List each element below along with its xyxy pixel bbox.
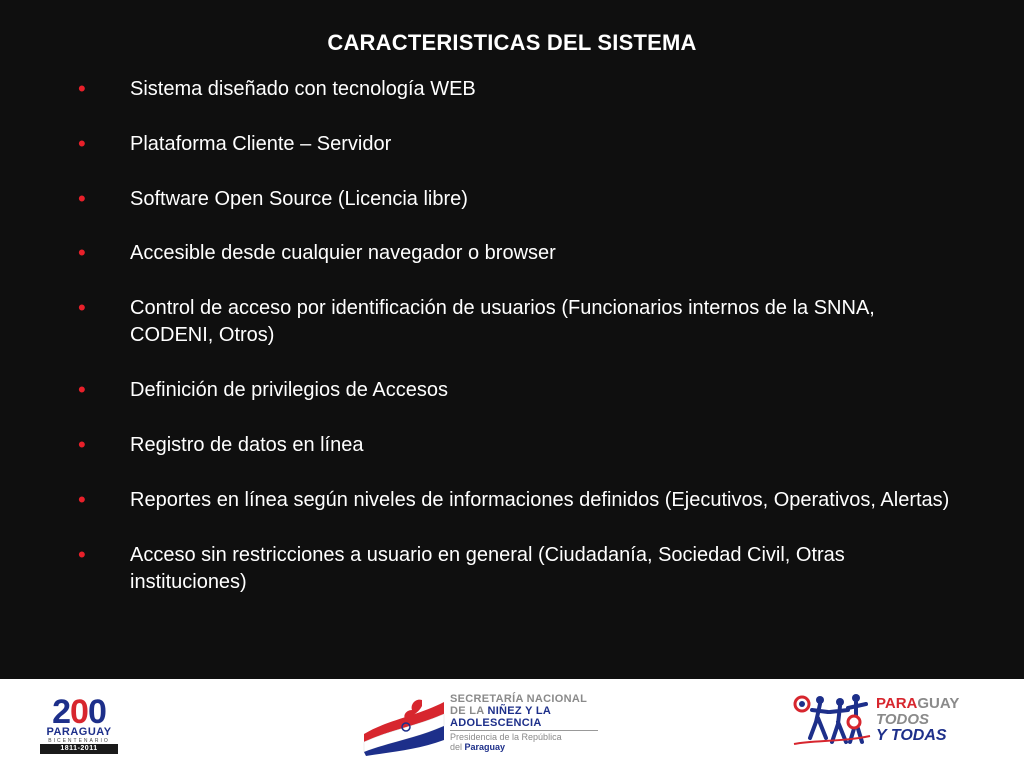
bicentenario-logo [34,695,124,755]
slide-title: CARACTERISTICAS DEL SISTEMA [327,30,697,55]
list-item [78,131,958,158]
paraguay-todos-y-todas-logo [790,692,976,752]
bullet-text: Registro de datos en línea [130,434,364,456]
bullet-icon: • [78,377,86,402]
snna-divider [450,730,598,731]
list-item [78,76,958,103]
bullet-text: Software Open Source (Licencia libre) [130,188,468,210]
snna-logo [362,690,612,756]
bullet-text: Accesible desde cualquier navegador o browser [130,242,556,264]
bullet-icon: • [78,487,86,512]
bullet-text: Sistema diseñado con tecnología WEB [130,78,476,100]
snna-presidencia-line-2: del Paraguay [450,742,506,752]
list-item [78,432,958,459]
bullet-list [78,76,958,596]
list-item [78,377,958,404]
list-item [78,295,958,349]
bicentenario-years: 1811-2011 [40,744,118,754]
bullet-text: Control de acceso por identificación de usuarios (Funcionarios internos de la SNNA, CODENI, Otros) [130,297,875,346]
bicentenario-number: 200 [52,693,106,731]
list-item [78,240,958,267]
snna-presidencia-line-1: Presidencia de la República [450,732,562,742]
people-figures-icon [790,692,874,750]
bullet-icon: • [78,432,86,457]
snna-line-3: ADOLESCENCIA [450,717,542,729]
bullet-text: Reportes en línea según niveles de informaciones definidos (Ejecutivos, Operativos, Alertas) [130,489,950,511]
list-item [78,542,958,596]
bullet-text: Plataforma Cliente – Servidor [130,133,392,155]
bullet-icon: • [78,542,86,567]
paraguay-flag-icon [362,694,446,756]
list-item [78,186,958,213]
bullet-icon: • [78,295,86,320]
snna-line-1: SECRETARÍA NACIONAL [450,693,588,705]
bullet-icon: • [78,240,86,265]
bullet-icon: • [78,131,86,156]
ptyt-line-3: Y TODAS [876,727,947,744]
ptyt-line-1: PARAGUAY [876,695,960,712]
bicentenario-name: PARAGUAY [46,726,112,738]
ptyt-line-2: TODOS [876,711,930,728]
snna-line-2: DE LA NIÑEZ Y LA [450,705,552,717]
list-item [78,487,958,514]
bullet-icon: • [78,186,86,211]
bullet-text: Definición de privilegios de Accesos [130,379,448,401]
bicentenario-subtitle: BICENTENARIO [48,738,110,744]
bullet-icon: • [78,76,86,101]
bullet-text: Acceso sin restricciones a usuario en general (Ciudadanía, Sociedad Civil, Otras instituciones) [130,544,845,593]
